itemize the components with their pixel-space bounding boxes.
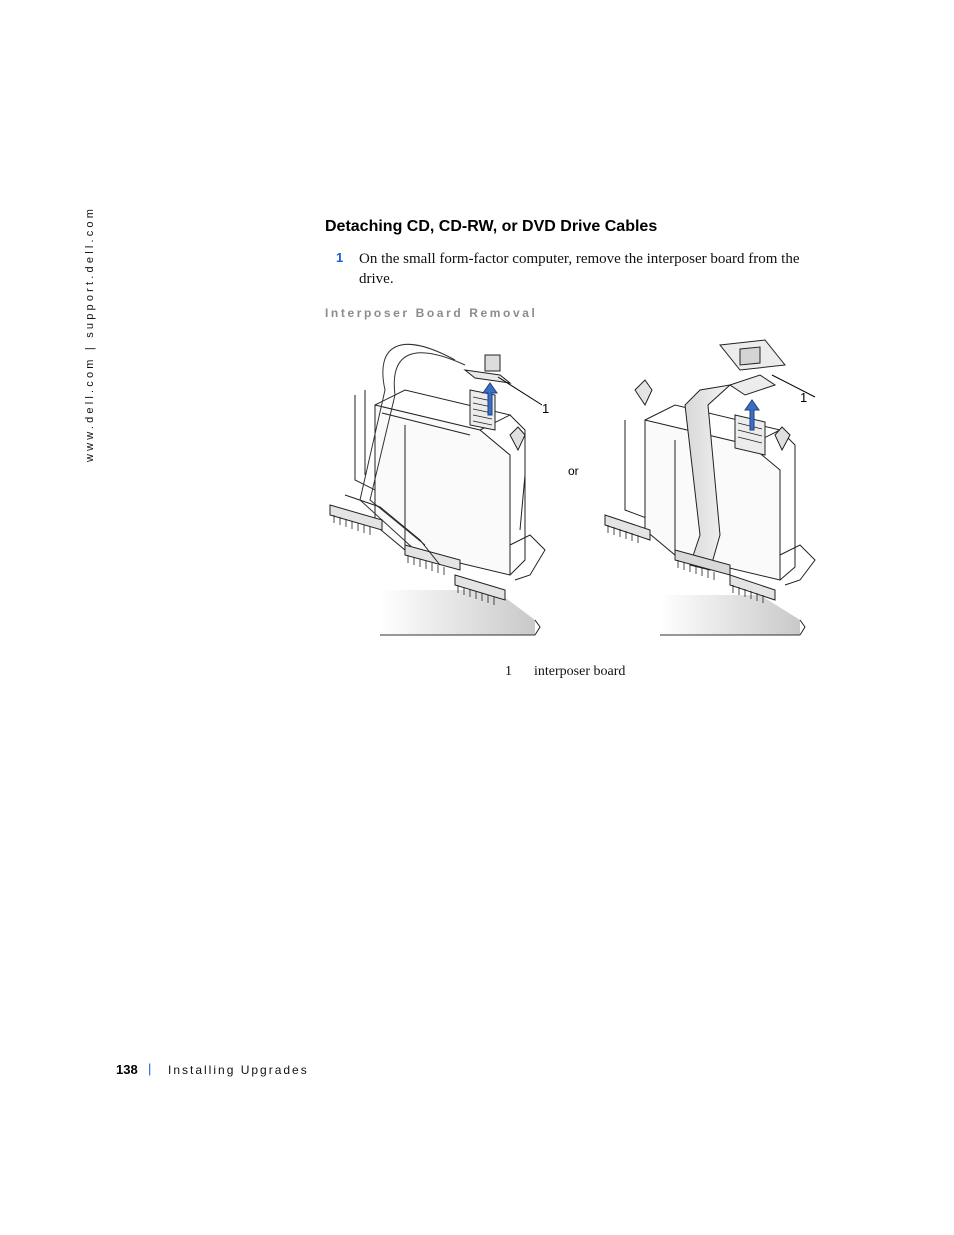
or-label: or: [568, 464, 579, 478]
footer-section-title: Installing Upgrades: [168, 1063, 309, 1077]
left-drive-drawing: [330, 344, 545, 635]
section-heading: Detaching CD, CD-RW, or DVD Drive Cables: [325, 218, 658, 235]
figure-caption: Interposer Board Removal: [325, 306, 538, 320]
step-number: 1: [336, 250, 344, 265]
right-drive-drawing: [605, 340, 815, 635]
page-number: 138: [116, 1062, 138, 1077]
callout-label-right: 1: [800, 390, 808, 405]
legend-number: 1: [505, 664, 512, 679]
step-text: On the small form-factor computer, remove the interposer board from the drive.: [359, 251, 800, 287]
callout-label-left: 1: [542, 401, 550, 416]
side-url: www.dell.com | support.dell.com: [84, 205, 96, 462]
legend-label: interposer board: [534, 664, 626, 679]
interposer-illustration: [320, 335, 820, 645]
footer-separator: |: [148, 1061, 152, 1076]
